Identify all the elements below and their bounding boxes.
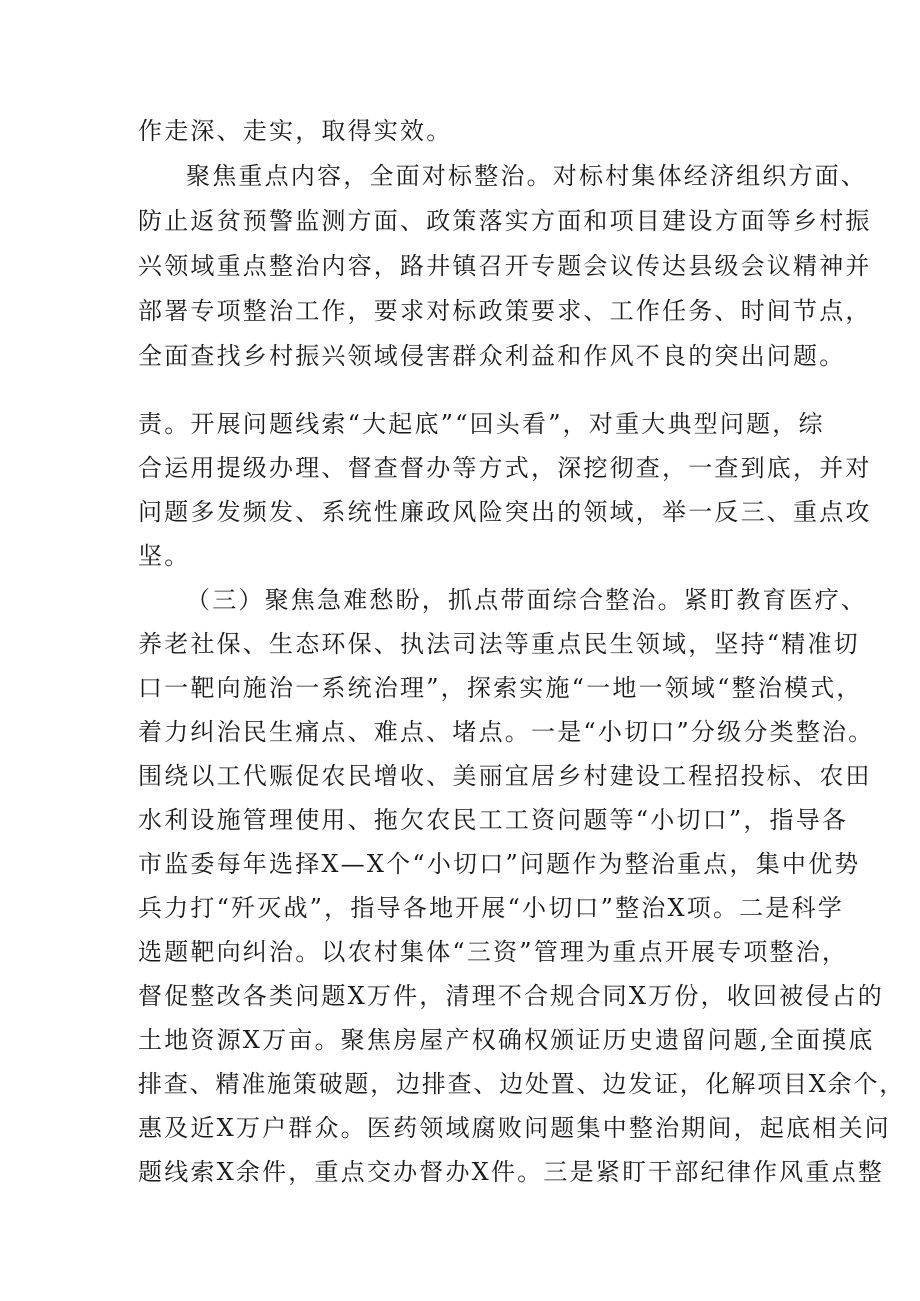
text-line: 养老社保、生态环保、执法司法等重点民生领域，坚持“精准切	[138, 630, 860, 658]
section-heading-line: （三）聚焦急难愁盼，抓点带面综合整治。紧盯教育医疗、	[186, 586, 868, 614]
text-line: 兵力打“歼灭战”，指导各地开展“小切口”整治X项。二是科学	[138, 894, 844, 922]
text-line: 坚。	[138, 542, 191, 570]
text-line: 围绕以工代赈促农民增收、美丽宜居乡村建设工程招投标、农田	[138, 762, 872, 790]
text-line: 兴领域重点整治内容，路井镇召开专题会议传达县级会议精神并	[138, 252, 872, 280]
paragraph-start-line: 聚焦重点内容，全面对标整治。对标村集体经济组织方面、	[186, 162, 868, 190]
text-line: 题线索X余件，重点交办督办X件。三是紧盯干部纪律作风重点整	[138, 1158, 884, 1186]
text-line: 着力纠治民生痛点、难点、堵点。一是“小切口”分级分类整治。	[138, 718, 875, 746]
text-line: 部署专项整治工作，要求对标政策要求、工作任务、时间节点，	[138, 297, 872, 325]
text-line: 市监委每年选择X—X个“小切口”问题作为整治重点，集中优势	[138, 850, 861, 878]
text-line: 排查、精准施策破题，边排查、边处置、边发证，化解项目X余个，	[138, 1070, 906, 1098]
text-line: 全面查找乡村振兴领域侵害群众利益和作风不良的突出问题。	[138, 342, 846, 370]
text-line: 督促整改各类问题X万件，清理不合规合同X万份，收回被侵占的	[138, 982, 884, 1010]
text-line: 水利设施管理使用、拖欠农民工工资问题等“小切口”，指导各	[138, 806, 849, 834]
text-line: 土地资源X万亩。聚焦房屋产权确权颁证历史遗留问题,全面摸底	[138, 1026, 875, 1054]
text-line: 合运用提级办理、督查督办等方式，深挖彻查，一查到底，并对	[138, 454, 872, 482]
text-line: 作走深、走实，取得实效。	[138, 117, 453, 145]
text-line: 防止返贫预警监测方面、政策落实方面和项目建设方面等乡村振	[138, 207, 872, 235]
text-line: 惠及近X万户群众。医药领域腐败问题集中整治期间，起底相关问	[138, 1114, 891, 1142]
text-line: 选题靶向纠治。以农村集体“三资”管理为重点开展专项整治，	[138, 938, 849, 966]
text-line: 问题多发频发、系统性廉政风险突出的领域，举一反三、重点攻	[138, 498, 872, 526]
text-line: 责。开展问题线索“大起底”“回头看”，对重大典型问题，综	[138, 410, 825, 438]
text-line: 口一靶向施治一系统治理”，探索实施“一地一领域“整治模式，	[138, 674, 863, 702]
